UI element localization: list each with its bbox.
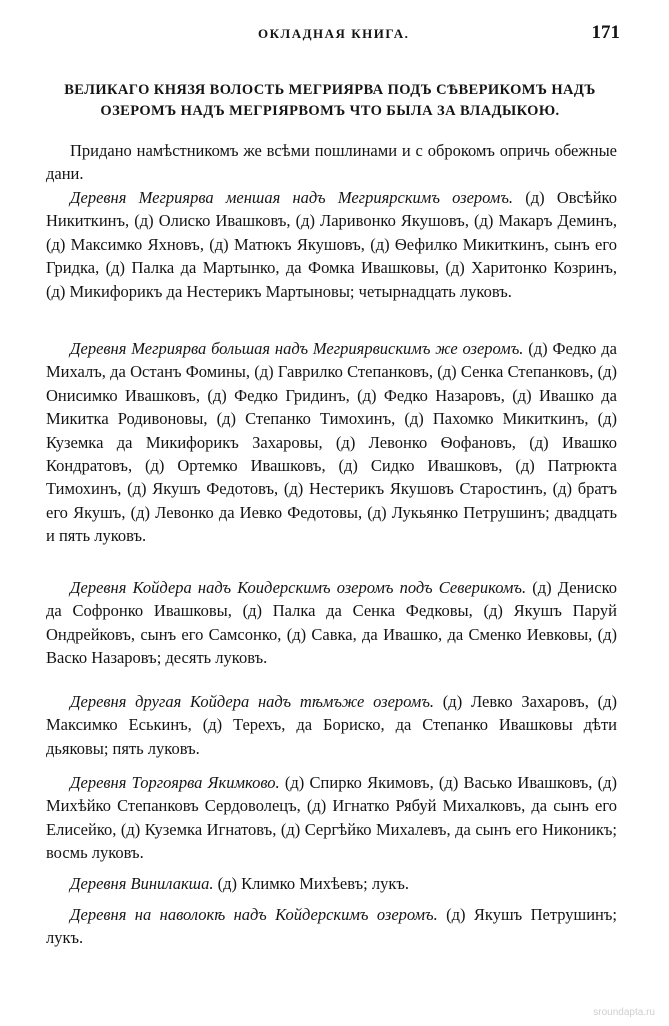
village-heading: Деревня Винилакша.	[70, 874, 214, 893]
paragraph-village-2	[46, 337, 617, 548]
section-title: ВЕЛИКАГО КНЯЗЯ ВОЛОСТЬ МЕГРИЯРВА ПОДЪ СѢВЕРИКОМЪ НАДЪ ОЗЕРОМЪ НАДЪ МЕГРІЯРВОМЪ ЧТО БЫЛА ЗА ВЛАДЫКОЮ.	[64, 82, 596, 119]
village-heading: Деревня Торгоярва Якимково.	[70, 773, 280, 792]
village-heading: Деревня другая Койдера надъ тѣмъже озеромъ.	[70, 692, 435, 711]
village-heading: Деревня на наволокѣ надъ Койдерскимъ озеромъ.	[70, 905, 438, 924]
village-entries: (д) Спирко Якимовъ, (д) Васько Ивашковъ, (д) Михѣйко Степанковъ Сердоволецъ, (д) Игнатко Рябуй Михалковъ, да сынъ его Елисейко, (д) Куземка Игнатовъ, (д) Сергѣйко Михалевъ, да сынъ его Никоникъ; восмь луковъ.	[46, 773, 618, 863]
village-entries: (д) Якушъ Петрушинъ; лукъ.	[46, 905, 617, 948]
paragraph-village-7	[46, 903, 617, 950]
page-number: 171	[591, 22, 620, 43]
paragraph-village-5	[46, 771, 617, 865]
running-head: ОКЛАДНАЯ КНИГА.	[258, 26, 410, 41]
paragraph-intro: Придано намѣстникомъ же всѣми пошлинами и с оброкомъ опричь обежные дани.	[46, 141, 617, 184]
paragraph-village-1	[46, 186, 617, 303]
paragraph-village-3	[46, 576, 617, 670]
paragraph-village-4	[46, 690, 617, 760]
village-heading: Деревня Мегриярва большая надъ Мегриярвискимъ же озеромъ.	[70, 339, 524, 358]
village-entries: (д) Федко да Михалъ, да Останъ Фомины, (д) Гаврилко Степанковъ, (д) Сенка Степанковъ, (д) Онисимко Ивашковъ, (д) Федко Гридинъ, (д) Федко Назаровъ, (д) Ивашко да Микитка Родивоновы, (д) Степанко Тимохинъ, (д) Пахомко Микиткинъ, (д) Куземка да Микифорикъ Захаровы, (д) Левонко Ѳофановъ, (д) Ивашко Кондратовъ, (д) Ортемко Ивашковъ, (д) Сидко Ивашковъ, (д) Патрюкта Тимохинъ, (д) Якушъ Федотовъ, (д) Нестерикъ Якушовъ Старостинъ, (д) братъ его Якушъ, (д) Левонко да Иевко Федотовы, (д) Лукьянко Петрушинъ; двадцать и пять луковъ.	[46, 339, 617, 546]
village-heading: Деревня Мегриярва меншая надъ Мегриярскимъ озеромъ.	[70, 188, 514, 207]
paragraph-village-6	[46, 872, 617, 895]
watermark: sroundapta.ru	[593, 1007, 655, 1018]
village-entries: (д) Климко Михѣевъ; лукъ.	[213, 874, 410, 893]
page-header	[258, 22, 620, 44]
village-heading: Деревня Койдера надъ Коидерскимъ озеромъ подъ Северикомъ.	[70, 578, 527, 597]
village-entries: (д) Овсѣйко Никиткинъ, (д) Олиско Ивашковъ, (д) Ларивонко Якушовъ, (д) Макаръ Деминъ, (д) Максимко Яхновъ, (д) Матюкъ Якушовъ, (д) Ѳефилко Микиткинъ, сынъ его Гридка, (д) Палка да Мартынко, да Фомка Ивашковы, (д) Харитонко Козринъ, (д) Микифорикъ да Нестерикъ Мартыновы; четырнадцать луковъ.	[46, 188, 617, 301]
village-entries: (д) Дениско да Софронко Ивашковы, (д) Палка да Сенка Федковы, (д) Якушъ Паруй Ондрейковъ, сынъ его Самсонко, (д) Савка, да Ивашко, да Сменко Иевковы, (д) Васко Назаровъ; десять луковъ.	[46, 578, 617, 668]
village-entries: (д) Левко Захаровъ, (д) Максимко Еськинъ, (д) Терехъ, да Бориско, да Степанко Ивашковы дѣти дьяковы; пять луковъ.	[46, 692, 618, 758]
